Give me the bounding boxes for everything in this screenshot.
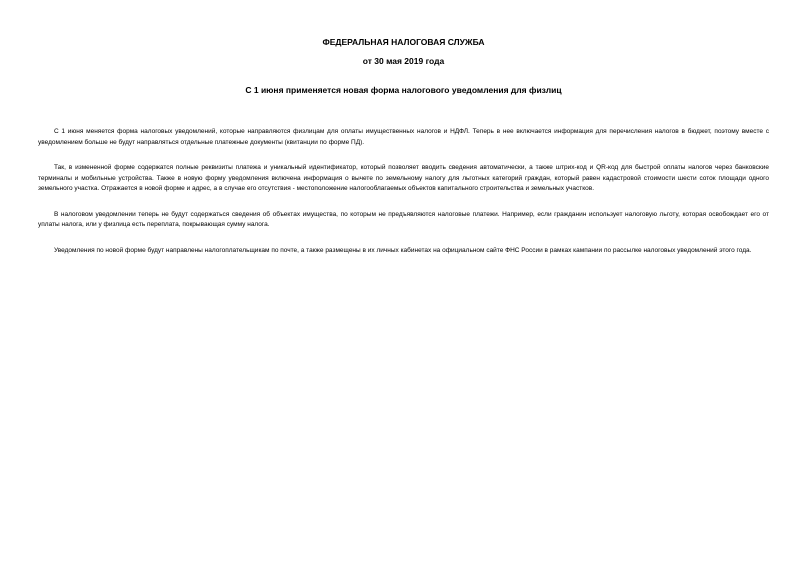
paragraph-excluded-info: В налоговом уведомлении теперь не будут содержаться сведения об объектах имущества, по которым не предъявляются налоговые платежи. Например, если гражданин использует налоговую льготу, которая освобождает его от уплаты налога, или у физлица есть переплата, покрывающая сумму налога.	[38, 210, 769, 228]
document-title: С 1 июня применяется новая форма налогового уведомления для физлиц	[245, 85, 562, 95]
paragraph-delivery: Уведомления по новой форме будут направлены налогоплательщикам по почте, а также размещены в их личных кабинетах на официальном сайте ФНС России в рамках кампании по рассылке налоговых уведомлений этого года.	[54, 246, 752, 254]
document-date: от 30 мая 2019 года	[362, 56, 445, 66]
paragraph-form-change: С 1 июня меняется форма налоговых уведомлений, которые направляются физлицам для оплаты имущественных налогов и НДФЛ. Теперь в нее включается информация для перечисления налогов в бюджет, поэтому вместе с уведомлением больше не будут направляться отдельные платежные документы (квитанции по форме ПД).	[38, 128, 769, 146]
document-body	[38, 127, 769, 271]
paragraph-form-contents: Так, в измененной форме содержатся полные реквизиты платежа и уникальный идентификатор, который позволяет вводить сведения автоматически, а также штрих-код и QR-код для быстрой оплаты налогов через банковские терминалы и мобильные устройства. Также в новую форму уведомления включена информация о вычете по земельному налогу для льготных категорий граждан, который равен кадастровой стоимости шести соток площади одного земельного участка. Отражается в новой форме и адрес, а в случае его отсутствия - местоположение налогооблагаемых объектов капитального строительства и земельных участков.	[38, 164, 769, 192]
agency-name: ФЕДЕРАЛЬНАЯ НАЛОГОВАЯ СЛУЖБА	[322, 37, 485, 47]
